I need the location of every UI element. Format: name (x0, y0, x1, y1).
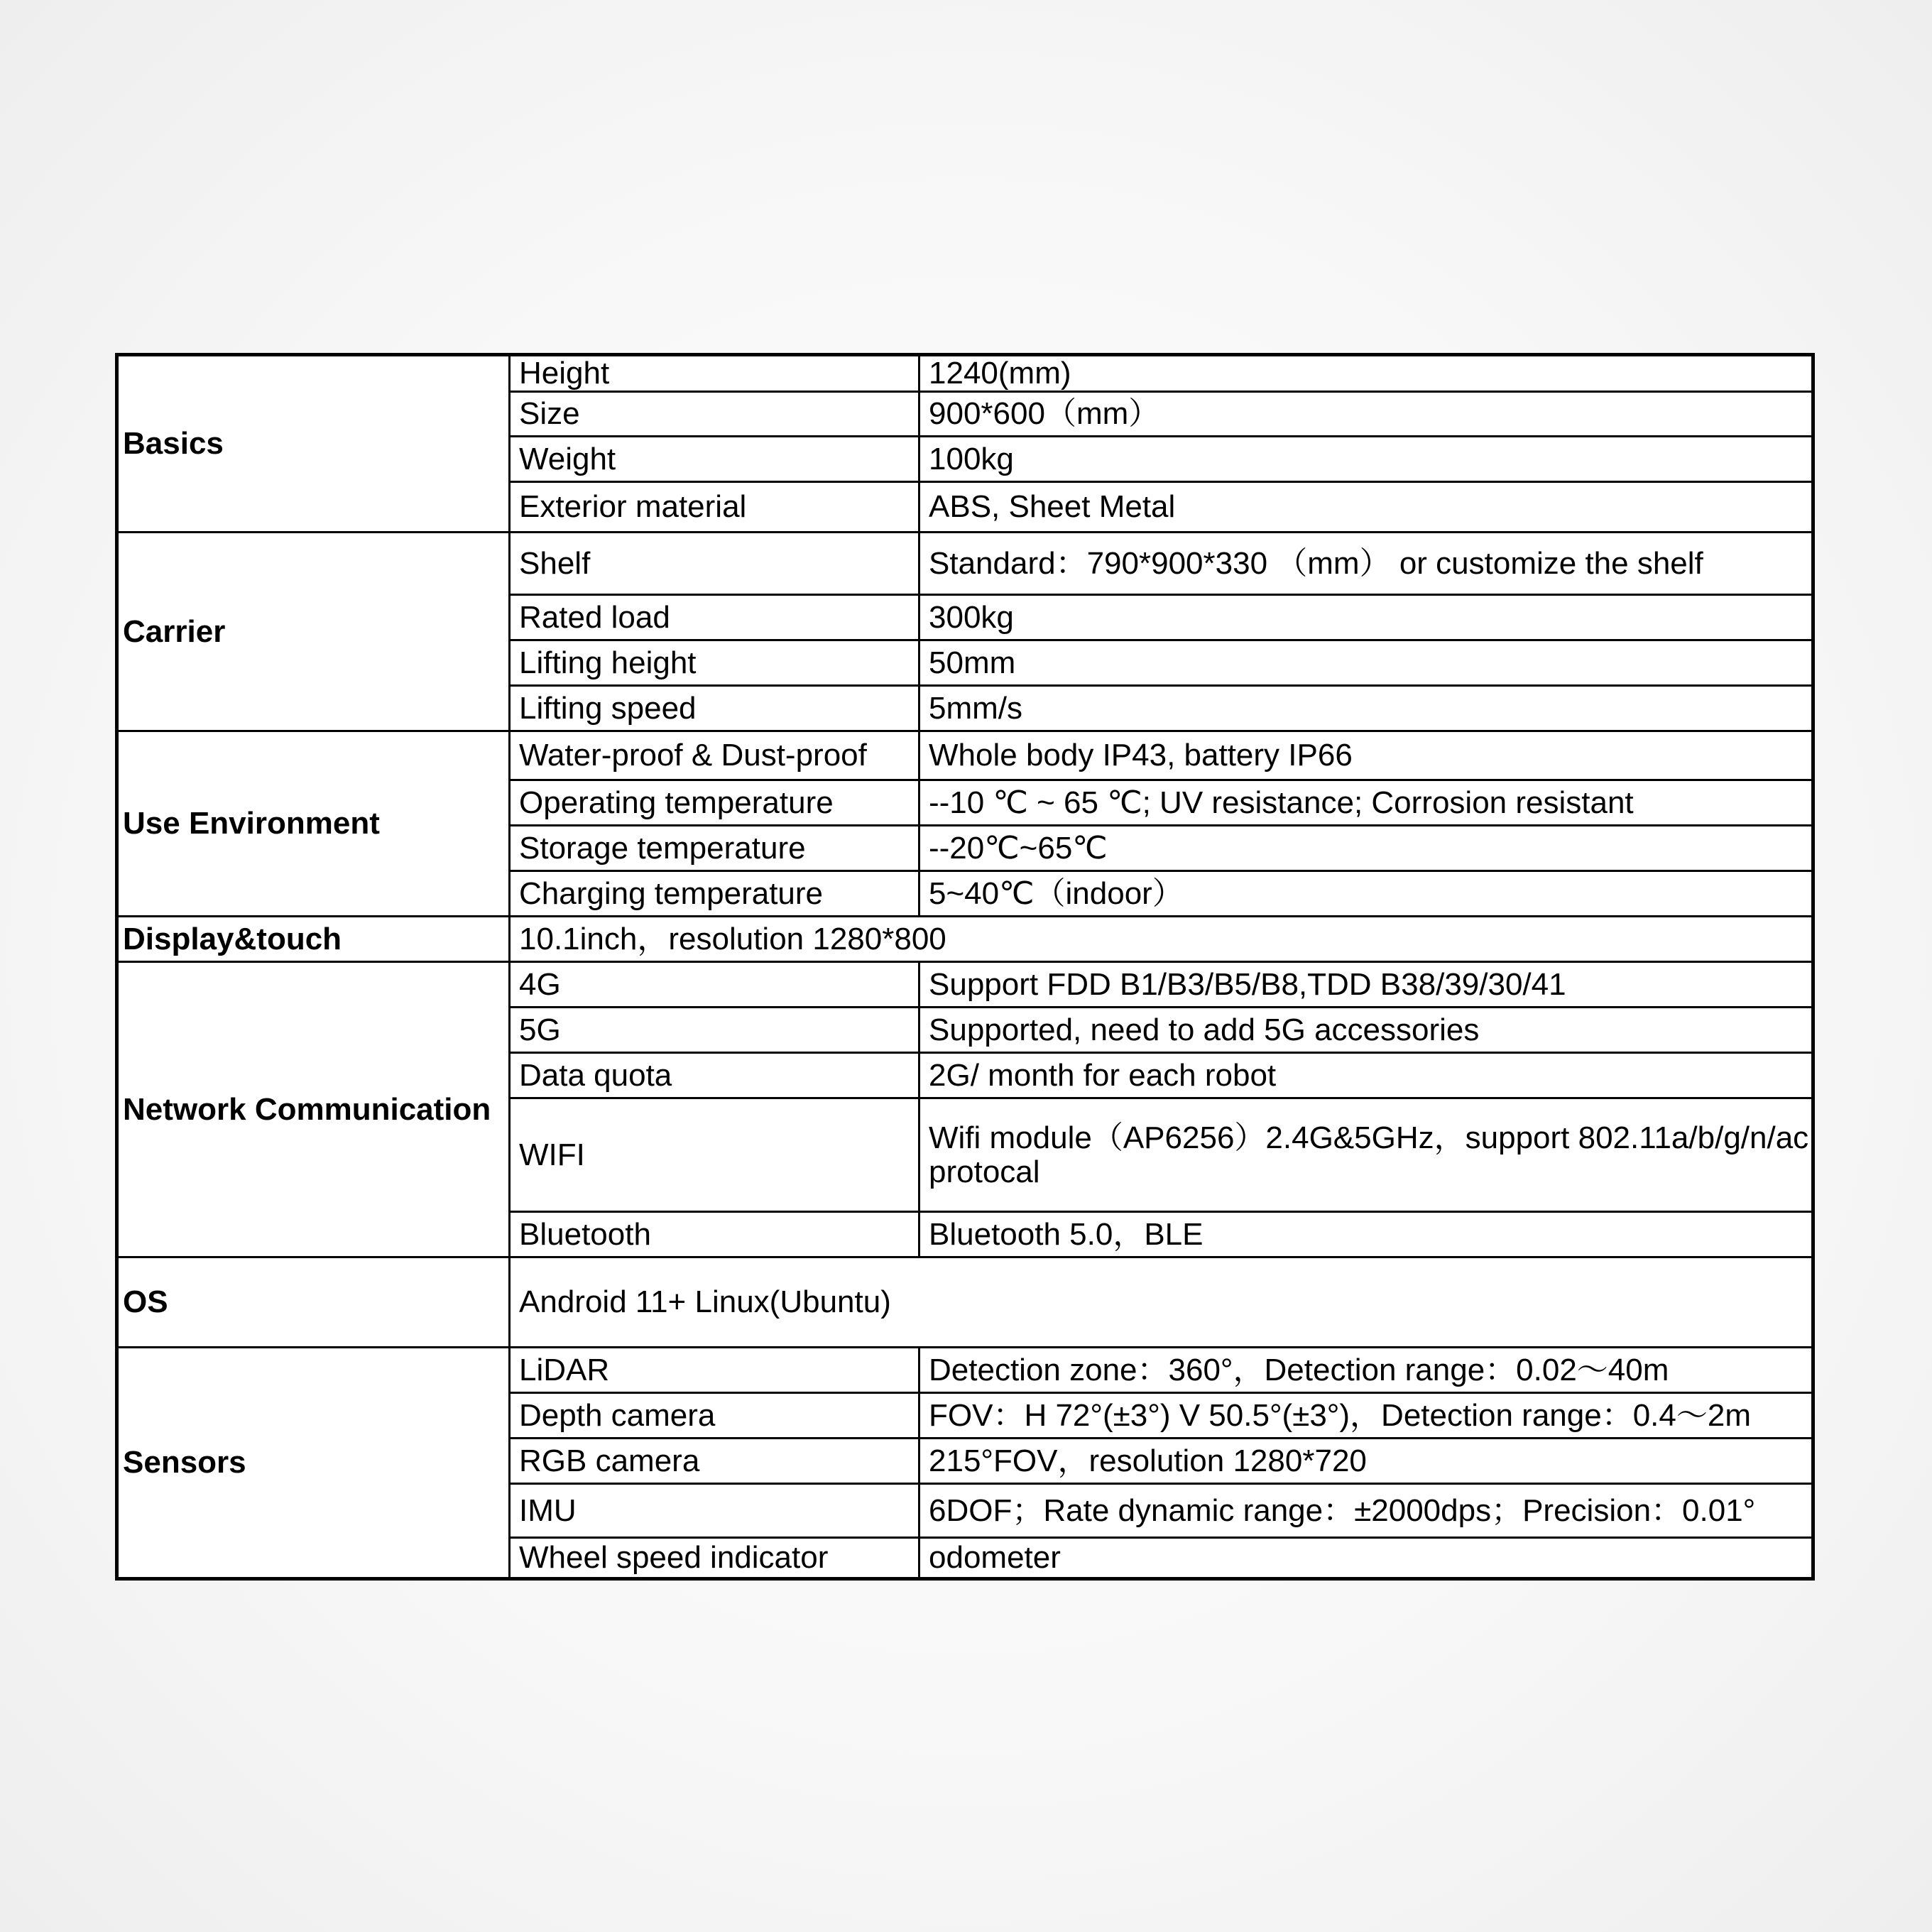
spec-label: Shelf (510, 533, 919, 595)
spec-value: 100kg (919, 437, 1813, 482)
spec-label: 5G (510, 1008, 919, 1053)
spec-label: IMU (510, 1484, 919, 1538)
table-row (117, 731, 1813, 780)
category-carrier: Carrier (117, 533, 510, 731)
table-row (117, 1348, 1813, 1393)
spec-value: Bluetooth 5.0，BLE (919, 1212, 1813, 1257)
spec-value: Android 11+ Linux(Ubuntu) (510, 1257, 1813, 1348)
table-row (117, 355, 1813, 392)
spec-value: Detection zone：360°，Detection range：0.02～40m (919, 1348, 1813, 1393)
spec-label: Operating temperature (510, 780, 919, 826)
spec-value: 50mm (919, 640, 1813, 686)
spec-label: Exterior material (510, 482, 919, 533)
spec-value: 5mm/s (919, 686, 1813, 731)
spec-label: Lifting height (510, 640, 919, 686)
spec-label: RGB camera (510, 1439, 919, 1484)
category-os: OS (117, 1257, 510, 1348)
spec-label: Bluetooth (510, 1212, 919, 1257)
spec-value: Standard：790*900*330 （mm） or customize the shelf (919, 533, 1813, 595)
spec-value: Whole body IP43, battery IP66 (919, 731, 1813, 780)
category-network-communication: Network Communication (117, 962, 510, 1257)
category-display-touch: Display&touch (117, 917, 510, 962)
spec-label: Wheel speed indicator (510, 1538, 919, 1579)
spec-value: ABS, Sheet Metal (919, 482, 1813, 533)
spec-value: 1240(mm) (919, 355, 1813, 392)
spec-value: 215°FOV，resolution 1280*720 (919, 1439, 1813, 1484)
spec-label: Depth camera (510, 1393, 919, 1439)
spec-value: Supported, need to add 5G accessories (919, 1008, 1813, 1053)
spec-table (115, 353, 1815, 1581)
table-row (117, 533, 1813, 595)
spec-value: --10 ℃ ~ 65 ℃; UV resistance; Corrosion resistant (919, 780, 1813, 826)
spec-label: 4G (510, 962, 919, 1008)
table-row (117, 917, 1813, 962)
spec-value: 2G/ month for each robot (919, 1053, 1813, 1098)
spec-label: Lifting speed (510, 686, 919, 731)
spec-value: odometer (919, 1538, 1813, 1579)
spec-label: Rated load (510, 595, 919, 640)
spec-value: 900*600（mm） (919, 392, 1813, 437)
spec-label: Charging temperature (510, 871, 919, 917)
spec-label: Data quota (510, 1053, 919, 1098)
spec-label: LiDAR (510, 1348, 919, 1393)
table-row (117, 962, 1813, 1008)
spec-value: Support FDD B1/B3/B5/B8,TDD B38/39/30/41 (919, 962, 1813, 1008)
spec-value: 6DOF；Rate dynamic range：±2000dps；Precision：0.01° (919, 1484, 1813, 1538)
category-basics: Basics (117, 355, 510, 533)
spec-value: FOV：H 72°(±3°) V 50.5°(±3°)，Detection range：0.4～2m (919, 1393, 1813, 1439)
spec-label: Weight (510, 437, 919, 482)
spec-label: Height (510, 355, 919, 392)
spec-label: WIFI (510, 1098, 919, 1212)
spec-value: Wifi module（AP6256）2.4G&5GHz，support 802.11a/b/g/n/ac protocal (919, 1098, 1813, 1212)
category-use-environment: Use Environment (117, 731, 510, 917)
spec-value: 5~40℃（indoor） (919, 871, 1813, 917)
spec-value: 300kg (919, 595, 1813, 640)
table-row (117, 1257, 1813, 1348)
spec-label: Size (510, 392, 919, 437)
spec-label: Storage temperature (510, 826, 919, 871)
category-sensors: Sensors (117, 1348, 510, 1579)
spec-value: --20℃~65℃ (919, 826, 1813, 871)
spec-label: Water-proof & Dust-proof (510, 731, 919, 780)
spec-value: 10.1inch，resolution 1280*800 (510, 917, 1813, 962)
